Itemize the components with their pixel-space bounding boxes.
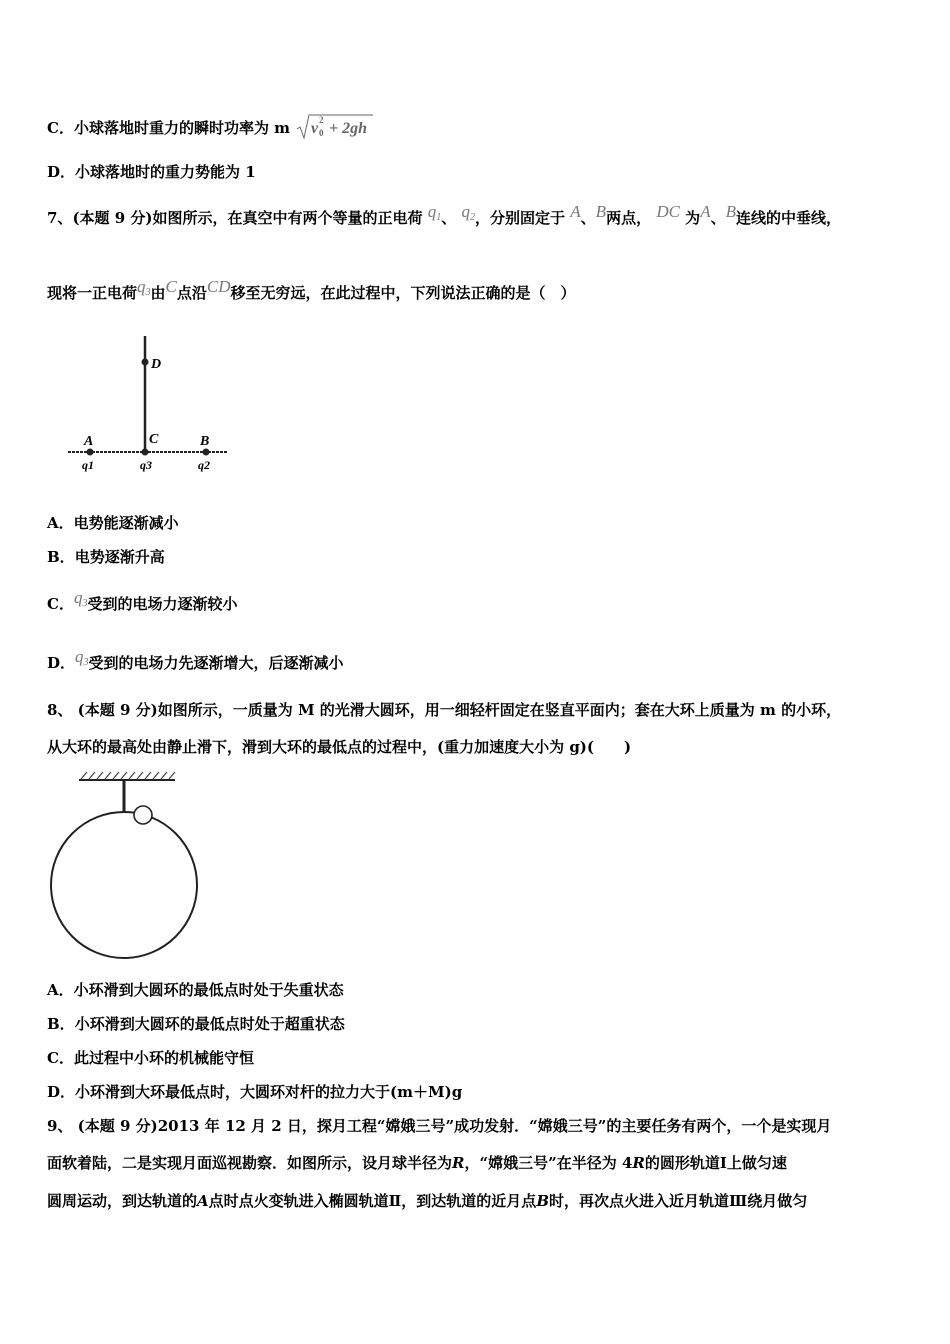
svg-text:0: 0: [319, 128, 324, 138]
point-b-symbol: B: [595, 202, 607, 221]
q7-charge-diagram: [60, 330, 240, 480]
svg-text:v: v: [311, 120, 319, 137]
dc-symbol: DC: [656, 202, 680, 221]
fig-label-d: D: [151, 357, 162, 372]
q8-stem-line1: 8、 (本题 9 分)如图所示，一质量为 M 的光滑大圆环，用一细轻杆固定在竖直平面内；套在大环上质量为 m 的小环，: [47, 701, 842, 719]
q8-option-a: A．小环滑到大圆环的最低点时处于失重状态: [47, 981, 344, 999]
q6-option-c-text: 小球落地时重力的瞬时功率为 m: [73, 119, 291, 137]
q8-stem-line2: 从大环的最高处由静止滑下，滑到大环的最低点的过程中，(重力加速度大小为 g)( ): [47, 738, 632, 756]
q8-option-b: B．小环滑到大圆环的最低点时处于超重状态: [47, 1015, 345, 1033]
point-c-symbol: C: [165, 277, 177, 296]
svg-text:2: 2: [319, 115, 324, 125]
q7-option-c: C．$q_3$受到的电场力逐渐较小: [47, 588, 238, 613]
q7-option-b: B．电势逐渐升高: [47, 548, 165, 566]
q9-stem-line3: 圆周运动，到达轨道的A点时点火变轨进入椭圆轨道Ⅱ，到达轨道的近月点B时，再次点火进入近月轨道Ⅲ绕月做匀: [47, 1192, 808, 1210]
q8-option-d: D．小环滑到大环最低点时，大圆环对杆的拉力大于(m＋M)g: [47, 1083, 463, 1101]
fig-label-b: B: [200, 434, 210, 449]
q6-option-d-text: 小球落地时的重力势能为 1: [75, 163, 256, 181]
q9-stem-line1: 9、 (本题 9 分)2013 年 12 月 2 日，探月工程“嫦娥三号”成功发射．“嫦娥三号”的主要任务有两个，一个是实现月: [47, 1117, 832, 1135]
q7-stem-line1: 7、(本题 9 分)如图所示，在真空中有两个等量的正电荷 $q_1$、 $q_2$，分别固定于 A、B两点， DC 为A、B连线的中垂线，: [47, 202, 841, 227]
q9-stem-line2: 面软着陆，二是实现月面巡视勘察．如图所示，设月球半径为R，“嫦娥三号”在半径为 4R的圆形轨道Ⅰ上做匀速: [47, 1154, 787, 1172]
q7-stem-line2: 现将一正电荷$q_3$由C点沿CD移至无穷远，在此过程中，下列说法正确的是（ ）: [47, 277, 576, 302]
q2-symbol: $q_2$: [461, 202, 476, 223]
sqrt-formula: [295, 113, 375, 141]
fig-label-a: A: [84, 434, 94, 449]
q1-symbol: $q_1$: [427, 202, 442, 223]
q3-symbol: $q_3$: [75, 647, 89, 668]
q3-symbol: $q_3$: [137, 277, 151, 298]
fig-label-c: C: [149, 432, 159, 447]
point-a-symbol: A: [570, 202, 581, 221]
q7-option-d: D．$q_3$受到的电场力先逐渐增大，后逐渐减小: [47, 647, 344, 672]
svg-text:+ 2gh: + 2gh: [329, 120, 368, 137]
q8-option-c: C．此过程中小环的机械能守恒: [47, 1049, 254, 1067]
fig-label-q3: q3: [140, 458, 152, 472]
q3-symbol: $q_3$: [73, 588, 88, 609]
q6-option-d: D．小球落地时的重力势能为 1: [47, 163, 256, 181]
q7-option-a: A．电势能逐渐减小: [47, 514, 179, 532]
fig-label-q2: q2: [198, 458, 210, 472]
q6-option-c: C．小球落地时重力的瞬时功率为 m v 2 0 + 2gh: [47, 115, 375, 143]
cd-symbol: CD: [206, 277, 231, 296]
sqrt-sign-icon: [295, 113, 375, 141]
q8-ring-diagram: [45, 768, 205, 964]
fig-label-q1: q1: [82, 458, 94, 472]
